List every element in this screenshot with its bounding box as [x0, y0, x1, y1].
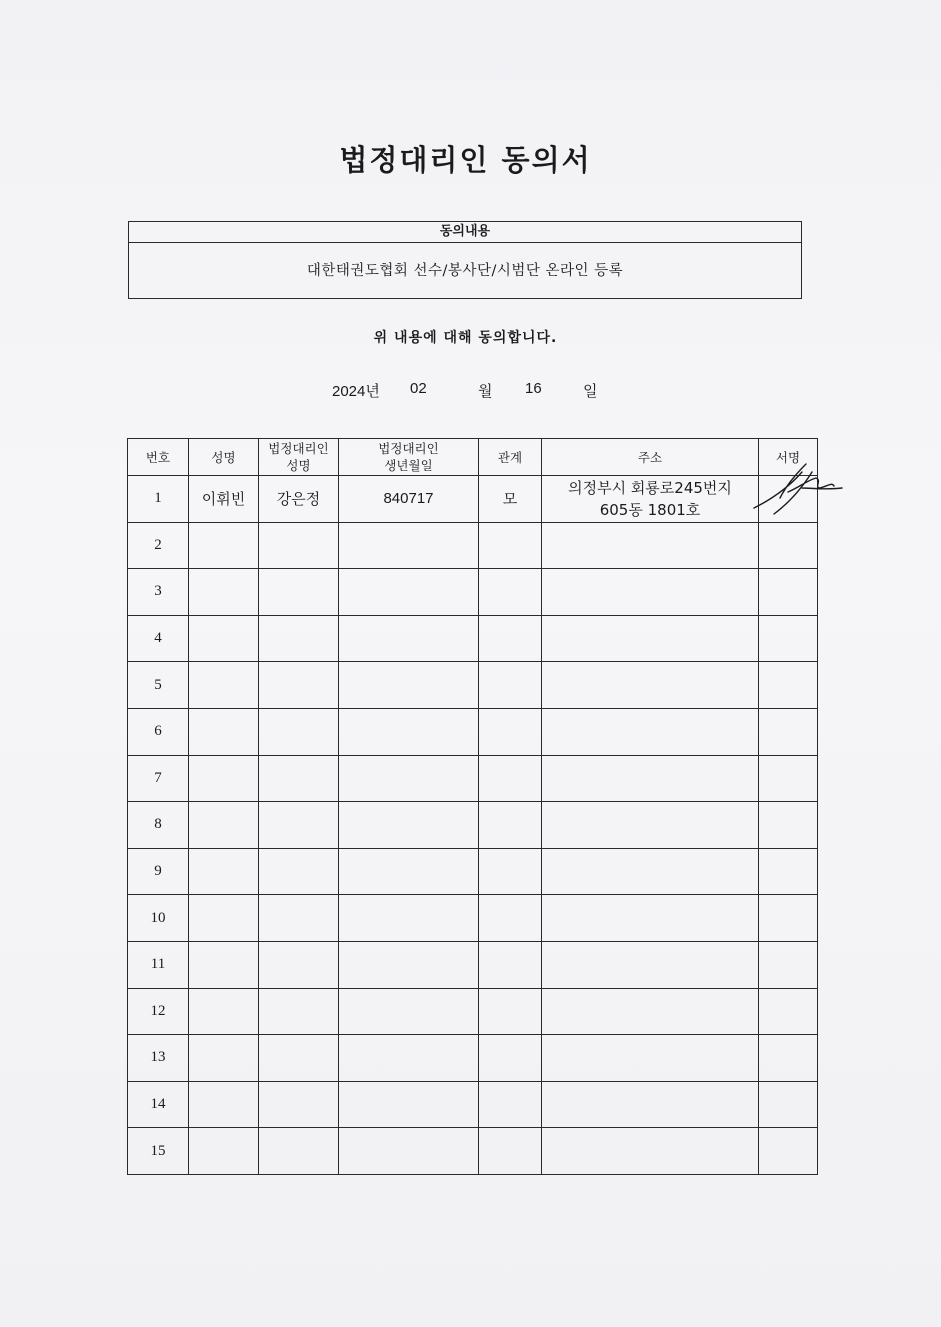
row-address [542, 802, 759, 849]
table-row [128, 662, 818, 709]
row-guardian-name [259, 708, 339, 755]
row-signature-cell [759, 941, 818, 988]
row-guardian-name [259, 895, 339, 942]
header-relation: 관계 [479, 439, 542, 476]
row-guardian-birth [339, 615, 479, 662]
table-row [128, 476, 818, 523]
table-header-row [128, 439, 818, 476]
row-relation [479, 941, 542, 988]
address-line-1: 의정부시 회룡로245번지 [568, 478, 732, 497]
row-number: 12 [128, 988, 189, 1035]
row-address [542, 895, 759, 942]
row-guardian-birth [339, 848, 479, 895]
row-guardian-name [259, 848, 339, 895]
row-address [542, 569, 759, 616]
row-number: 3 [128, 569, 189, 616]
table-row [128, 569, 818, 616]
header-name: 성명 [189, 439, 259, 476]
row-number: 1 [128, 476, 189, 523]
row-address [542, 755, 759, 802]
date-day: 16 [525, 380, 542, 397]
row-guardian-birth [339, 895, 479, 942]
row-relation [479, 1081, 542, 1128]
row-name [189, 615, 259, 662]
row-guardian-name [259, 522, 339, 569]
table-row [128, 522, 818, 569]
table-row [128, 1128, 818, 1175]
header-address: 주소 [542, 439, 759, 476]
header-guardian-name: 법정대리인 성명 [259, 439, 339, 476]
row-relation [479, 522, 542, 569]
row-name [189, 895, 259, 942]
row-number: 7 [128, 755, 189, 802]
row-address [542, 1035, 759, 1082]
row-address [542, 476, 759, 523]
row-name [189, 1081, 259, 1128]
row-name [189, 522, 259, 569]
row-number: 6 [128, 708, 189, 755]
guardian-roster-table [127, 438, 818, 1175]
consent-content-box [128, 221, 802, 299]
row-guardian-name [259, 802, 339, 849]
row-address [542, 848, 759, 895]
table-row [128, 848, 818, 895]
row-number: 11 [128, 941, 189, 988]
row-address [542, 988, 759, 1035]
document-title: 법정대리인 동의서 [339, 143, 592, 177]
row-relation [479, 848, 542, 895]
row-signature-cell [759, 1035, 818, 1082]
row-name [189, 569, 259, 616]
row-address [542, 662, 759, 709]
row-signature-cell [759, 895, 818, 942]
header-number: 번호 [128, 439, 189, 476]
row-guardian-birth [339, 802, 479, 849]
row-signature-cell [759, 802, 818, 849]
handwritten-signature [750, 458, 845, 520]
date-year: 2024년 [332, 383, 380, 400]
table-row [128, 895, 818, 942]
row-guardian-name: 강은정 [259, 476, 339, 523]
table-row [128, 615, 818, 662]
row-guardian-birth [339, 708, 479, 755]
row-name [189, 941, 259, 988]
row-guardian-name [259, 988, 339, 1035]
row-number: 8 [128, 802, 189, 849]
table-row [128, 755, 818, 802]
row-signature-cell [759, 755, 818, 802]
table-row [128, 1081, 818, 1128]
row-name [189, 1035, 259, 1082]
header-guardian-birth: 법정대리인 생년월일 [339, 439, 479, 476]
row-guardian-birth [339, 1081, 479, 1128]
row-relation: 모 [479, 476, 542, 523]
row-relation [479, 895, 542, 942]
consent-text: 대한태권도협회 선수/봉사단/시범단 온라인 등록 [306, 263, 624, 279]
row-relation [479, 569, 542, 616]
row-signature-cell [759, 1128, 818, 1175]
row-address [542, 1128, 759, 1175]
row-guardian-name [259, 662, 339, 709]
date-day-unit: 일 [583, 383, 598, 400]
row-relation [479, 708, 542, 755]
row-guardian-birth [339, 662, 479, 709]
row-relation [479, 988, 542, 1035]
row-address [542, 615, 759, 662]
table-row [128, 941, 818, 988]
row-relation [479, 662, 542, 709]
row-name [189, 988, 259, 1035]
row-number: 15 [128, 1128, 189, 1175]
header-signature: 서명 [759, 439, 818, 476]
row-name [189, 802, 259, 849]
row-number: 2 [128, 522, 189, 569]
row-number: 9 [128, 848, 189, 895]
row-guardian-name [259, 1081, 339, 1128]
row-guardian-birth [339, 522, 479, 569]
table-row [128, 1035, 818, 1082]
row-address [542, 941, 759, 988]
row-guardian-birth [339, 941, 479, 988]
row-number: 14 [128, 1081, 189, 1128]
row-address [542, 1081, 759, 1128]
row-name: 이휘빈 [189, 476, 259, 523]
row-guardian-birth [339, 988, 479, 1035]
row-relation [479, 755, 542, 802]
row-relation [479, 1035, 542, 1082]
date-month: 02 [410, 380, 427, 397]
row-signature-cell [759, 988, 818, 1035]
row-signature-cell [759, 1081, 818, 1128]
consent-header: 동의내용 [129, 222, 801, 243]
row-signature-cell [759, 615, 818, 662]
table-row [128, 988, 818, 1035]
row-relation [479, 802, 542, 849]
row-guardian-birth [339, 1128, 479, 1175]
row-guardian-name [259, 941, 339, 988]
row-signature-cell [759, 569, 818, 616]
row-guardian-birth [339, 569, 479, 616]
date-month-unit: 월 [478, 383, 493, 400]
table-row [128, 708, 818, 755]
row-relation [479, 1128, 542, 1175]
row-name [189, 1128, 259, 1175]
row-number: 5 [128, 662, 189, 709]
row-number: 10 [128, 895, 189, 942]
row-guardian-name [259, 755, 339, 802]
row-address [542, 522, 759, 569]
row-guardian-name [259, 1035, 339, 1082]
row-guardian-birth: 840717 [339, 476, 479, 523]
row-relation [479, 615, 542, 662]
row-guardian-birth [339, 755, 479, 802]
row-name [189, 708, 259, 755]
address-line-2: 605동 1801호 [599, 500, 701, 519]
agreement-statement: 위 내용에 대해 동의합니다. [373, 330, 558, 346]
row-guardian-name [259, 1128, 339, 1175]
row-signature-cell [759, 662, 818, 709]
row-name [189, 662, 259, 709]
row-number: 4 [128, 615, 189, 662]
row-number: 13 [128, 1035, 189, 1082]
row-name [189, 755, 259, 802]
table-row [128, 802, 818, 849]
row-guardian-name [259, 569, 339, 616]
row-guardian-birth [339, 1035, 479, 1082]
row-signature-cell [759, 708, 818, 755]
row-signature-cell [759, 848, 818, 895]
row-signature-cell [759, 522, 818, 569]
row-address [542, 708, 759, 755]
row-guardian-name [259, 615, 339, 662]
row-name [189, 848, 259, 895]
